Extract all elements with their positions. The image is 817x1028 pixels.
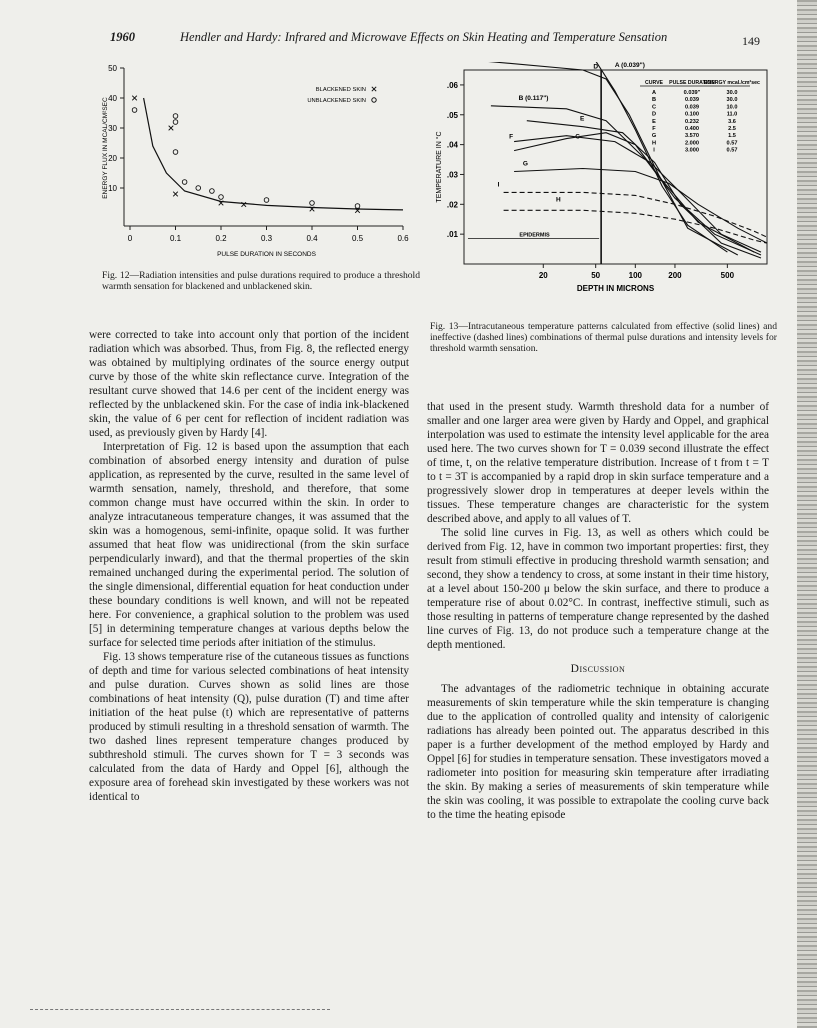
fig12-point-blackened <box>169 126 174 131</box>
fig13-table-cell: I <box>653 147 655 154</box>
fig12-x-tick-label: 0.4 <box>306 234 318 243</box>
running-title: Hendler and Hardy: Infrared and Microwave Effects on Skin Heating and Temperature Sensation <box>180 30 668 44</box>
fig12-point-unblackened <box>173 114 178 119</box>
fig13-y-tick-label: .06 <box>446 80 458 90</box>
fig12-x-tick-label: 0.3 <box>260 234 273 243</box>
right-paragraph-1: that used in the present study. Warmth threshold data for a number of smaller and one larger area were given by Hardy and Oppel, and graphical interpolation was used to estimate the intensity level applicable for the area used here. The two curves shown for T = 0.039 second illustrate the effect of time, t, on the relative temperature distribution. Increase of t from t = T to t = 3T is accompanied by a rapid drop in skin surface temperature and a progressively slower drop in temperatures at deeper levels within the tissues. These temperature changes are characteristic for the system described above, and apply to all values of T. <box>427 401 769 525</box>
fig13-table-cell: 0.039 <box>685 104 699 111</box>
fig13-table-cell: 3.6 <box>728 118 736 125</box>
fig12-point-unblackened <box>310 201 315 206</box>
fig13-y-tick-label: .02 <box>446 200 458 210</box>
fig13-curve-label: C <box>575 133 580 141</box>
fig13-curve-label: F <box>509 133 514 141</box>
scanned-page-edge <box>797 0 817 1028</box>
fig12-point-unblackened <box>264 198 269 203</box>
fig13-curve-c <box>514 133 754 252</box>
fig13-curve-i <box>504 192 767 237</box>
fig13-table-cell: 0.400 <box>685 126 699 132</box>
left-paragraph-1: were corrected to take into account only that portion of the incident radiation which was absorbed. Thus, from Fig. 8, the reflected energy was obtained by multiplying ordinates of the source energy output curve by those of the white skin reflectance curve. Integration of the resultant curve showed that 14.6 per cent of the incident energy was reflected by the unblackened skin. For the case of india ink-blackened skin, the value of 6 per cent for reflection of incident radiation was used, as previously given by Hardy [4]. <box>89 329 409 439</box>
fig13-x-axis-label: DEPTH IN MICRONS <box>576 284 655 293</box>
fig12-y-axis-label: ENERGY FLUX IN MCAL/CM²SEC <box>102 97 109 199</box>
section-heading-discussion: Discussion <box>570 663 626 675</box>
fig12-y-tick-label: 10 <box>108 184 117 193</box>
left-paragraph-2: Interpretation of Fig. 12 is based upon the assumption that each combination of absorbed energy intensity and duration of pulse application, as represented by the curve, resulted in the same level of warmth sensation, namely, threshold, and therefore, that some common change must have occurred within the skin. In order to analyze intracutaneous temperature changes, it was assumed that the skin was a homogenous, semi-infinite, opaque solid. It was further assumed that heat flow was unidirectional (from the skin surface perpendicularly inward), and that the thermal properties of the skin remained unchanged during the experimental period. The solution of the single dimensional, differential equation for heat conduction under these boundary conditions is well known, and will not be repeated here. For convenience, a graphical solution to the problem was used [5] in determining temperature changes at various depths below the surface for selected time periods after initiation of the stimulus. <box>89 441 409 649</box>
fig12-point-unblackened <box>196 186 201 191</box>
right-paragraph-3: The advantages of the radiometric technique in obtaining accurate measurements of skin temperature while the skin temperature is changing due to the application of controlled quality and intensity of calorigenic radiations has already been pointed out. The apparatus described in this paper is a further development of the method employed by Hardy and Oppel [6] for studies in temperature sensation. These investigators moved a radiometer into position for measuring skin temperature after irradiating the skin. By making a series of measurements of skin temperature while the skin was cooling, it was possible to extrapolate the cooling curve back to the time the heating episode <box>427 683 769 821</box>
fig13-y-tick-label: .04 <box>446 140 458 150</box>
fig13-table-cell: 3.570 <box>685 133 699 140</box>
fig13-table-header: ENERGY mcal./cm²sec <box>704 80 760 86</box>
fig12-threshold-curve <box>144 98 403 210</box>
fig13-curve-d <box>596 62 728 252</box>
right-column <box>427 400 769 822</box>
page-number: 149 <box>742 34 760 48</box>
fig12-caption: Fig. 12—Radiation intensities and pulse durations required to produce a threshold warmth sensation for blackened and unblackened skin. <box>102 270 420 292</box>
fig12-x-tick-label: 0 <box>127 234 133 243</box>
fig13-table-cell: B <box>651 97 657 104</box>
fig13-y-tick-label: .01 <box>446 230 458 240</box>
fig12-point-unblackened <box>210 189 215 194</box>
right-paragraph-2: The solid line curves in Fig. 13, as well as others which could be derived from Fig. 12, have in common two important properties: first, they result from stimuli effective in producing threshold warmth sensation; and second, they show a tendency to cross, at some instant in their time history, at a level about 150-200 μ below the skin surface, and there to produce a temperature rise of about 0.02°C. In contrast, ineffective stimuli, such as those resulting in patterns of temperature change represented by the dashed line curves of Fig. 13, do not produce such a temperature change at the depth mentioned. <box>427 527 769 651</box>
fig13-table-cell: 0.100 <box>685 111 699 118</box>
fig13-table-cell: 0.039" <box>683 90 701 96</box>
fig13-table-cell: 3.000 <box>685 147 699 154</box>
fig12-chart <box>98 58 428 268</box>
left-column <box>89 328 409 804</box>
fig13-y-tick-label: .05 <box>446 110 458 120</box>
fig13-table-cell: 10.0 <box>726 104 738 111</box>
fig12-legend-label: UNBLACKENED SKIN <box>307 98 366 104</box>
fig13-table-cell: 11.0 <box>726 111 738 118</box>
fig13-table-cell: 0.57 <box>726 140 738 147</box>
fig12-point-unblackened <box>219 195 224 200</box>
fig13-curve-label: B (0.117") <box>518 94 549 102</box>
fig12-legend-marker <box>372 98 376 102</box>
fig13-curve-label: I <box>497 181 500 189</box>
fig12-x-tick-label: 0.5 <box>351 234 364 243</box>
fig13-x-tick-label: 50 <box>591 271 601 280</box>
fig12-svg <box>98 58 428 268</box>
fig13-curve-label: A (0.039") <box>614 62 645 70</box>
fig13-curve-f <box>514 133 761 252</box>
fig13-y-tick-label: .03 <box>446 170 458 180</box>
fig13-x-tick-label: 100 <box>628 271 642 280</box>
fig13-curve-label: D <box>593 63 599 71</box>
fig13-caption: Fig. 13—Intracutaneous temperature patterns calculated from effective (solid lines) and ineffective (dashed lines) combinations of thermal pulse durations and intensity levels for threshold warmth sensation. <box>430 321 777 354</box>
fig13-table-header: PULSE DURATION <box>669 80 715 86</box>
fig12-point-blackened <box>132 96 137 101</box>
fig13-curve-label: G <box>522 160 528 168</box>
fig12-point-unblackened <box>355 204 360 209</box>
fig13-curve-label: E <box>579 115 585 123</box>
fig13-curve-g <box>514 169 767 244</box>
fig13-table-cell: 2.5 <box>728 126 736 132</box>
fig12-y-tick-label: 30 <box>108 124 117 133</box>
fig12-y-tick-label: 50 <box>108 64 117 73</box>
fig12-legend-marker <box>372 87 376 91</box>
fig13-table-cell: A <box>651 90 657 96</box>
footer-rule <box>30 1009 330 1010</box>
fig12-x-tick-label: 0.2 <box>215 234 227 243</box>
fig13-svg <box>432 62 777 320</box>
fig12-point-unblackened <box>182 180 187 185</box>
fig13-table-cell: C <box>651 104 657 111</box>
fig13-chart <box>432 62 777 320</box>
fig12-legend-label: BLACKENED SKIN <box>315 87 366 93</box>
fig12-point-unblackened <box>132 108 137 113</box>
fig13-table-header: CURVE <box>644 80 664 86</box>
header-year: 1960 <box>110 30 135 44</box>
fig12-point-unblackened <box>173 150 178 155</box>
fig12-point-blackened <box>173 192 178 197</box>
fig12-x-tick-label: 0.6 <box>397 234 409 243</box>
fig13-table-cell: H <box>651 140 657 147</box>
page-header <box>110 30 760 52</box>
fig13-curve-label: H <box>556 196 561 204</box>
left-paragraph-3: Fig. 13 shows temperature rise of the cutaneous tissues as functions of depth and time for various selected combinations of heat intensity and pulse duration. Curves shown as solid lines are those combinations of heat intensity (Q), pulse duration (T) and time after initiation of the heat pulse (t) which are representative of patterns produced by stimuli resulting in a threshold sensation of warmth. The two dashed lines represent temperature changes produced by subthreshold stimuli. The curves shown for T = 3 seconds was calculated from the data of Hardy and Oppel [6], although the exposure area of forehead skin investigated by these workers was not identical to <box>89 651 409 803</box>
fig13-table-cell: 2.000 <box>685 140 699 147</box>
fig12-x-tick-label: 0.1 <box>169 234 182 243</box>
fig12-x-axis-label: PULSE DURATION IN SECONDS <box>217 251 316 258</box>
fig13-table-cell: 30.0 <box>726 97 738 104</box>
fig13-table-cell: 0.039 <box>685 97 699 104</box>
fig13-table-cell: F <box>652 126 656 132</box>
fig13-x-tick-label: 20 <box>538 271 548 280</box>
fig12-point-unblackened <box>173 120 178 125</box>
fig13-epidermis-label: EPIDERMIS <box>519 232 550 239</box>
fig13-table-cell: E <box>652 118 656 125</box>
fig13-table-cell: G <box>651 133 657 140</box>
fig13-x-tick-label: 200 <box>668 271 682 280</box>
fig13-x-tick-label: 500 <box>720 271 735 280</box>
fig13-y-axis-label: TEMPERATURE IN °C <box>436 131 443 203</box>
fig13-table-cell: 0.232 <box>685 118 699 125</box>
fig12-y-tick-label: 20 <box>108 154 117 163</box>
fig13-table-cell: 0.57 <box>726 147 738 154</box>
fig12-y-tick-label: 40 <box>108 94 117 103</box>
fig13-table-cell: D <box>651 111 657 118</box>
fig13-table-cell: 30.0 <box>726 90 738 96</box>
fig13-table-cell: 1.5 <box>728 133 736 140</box>
